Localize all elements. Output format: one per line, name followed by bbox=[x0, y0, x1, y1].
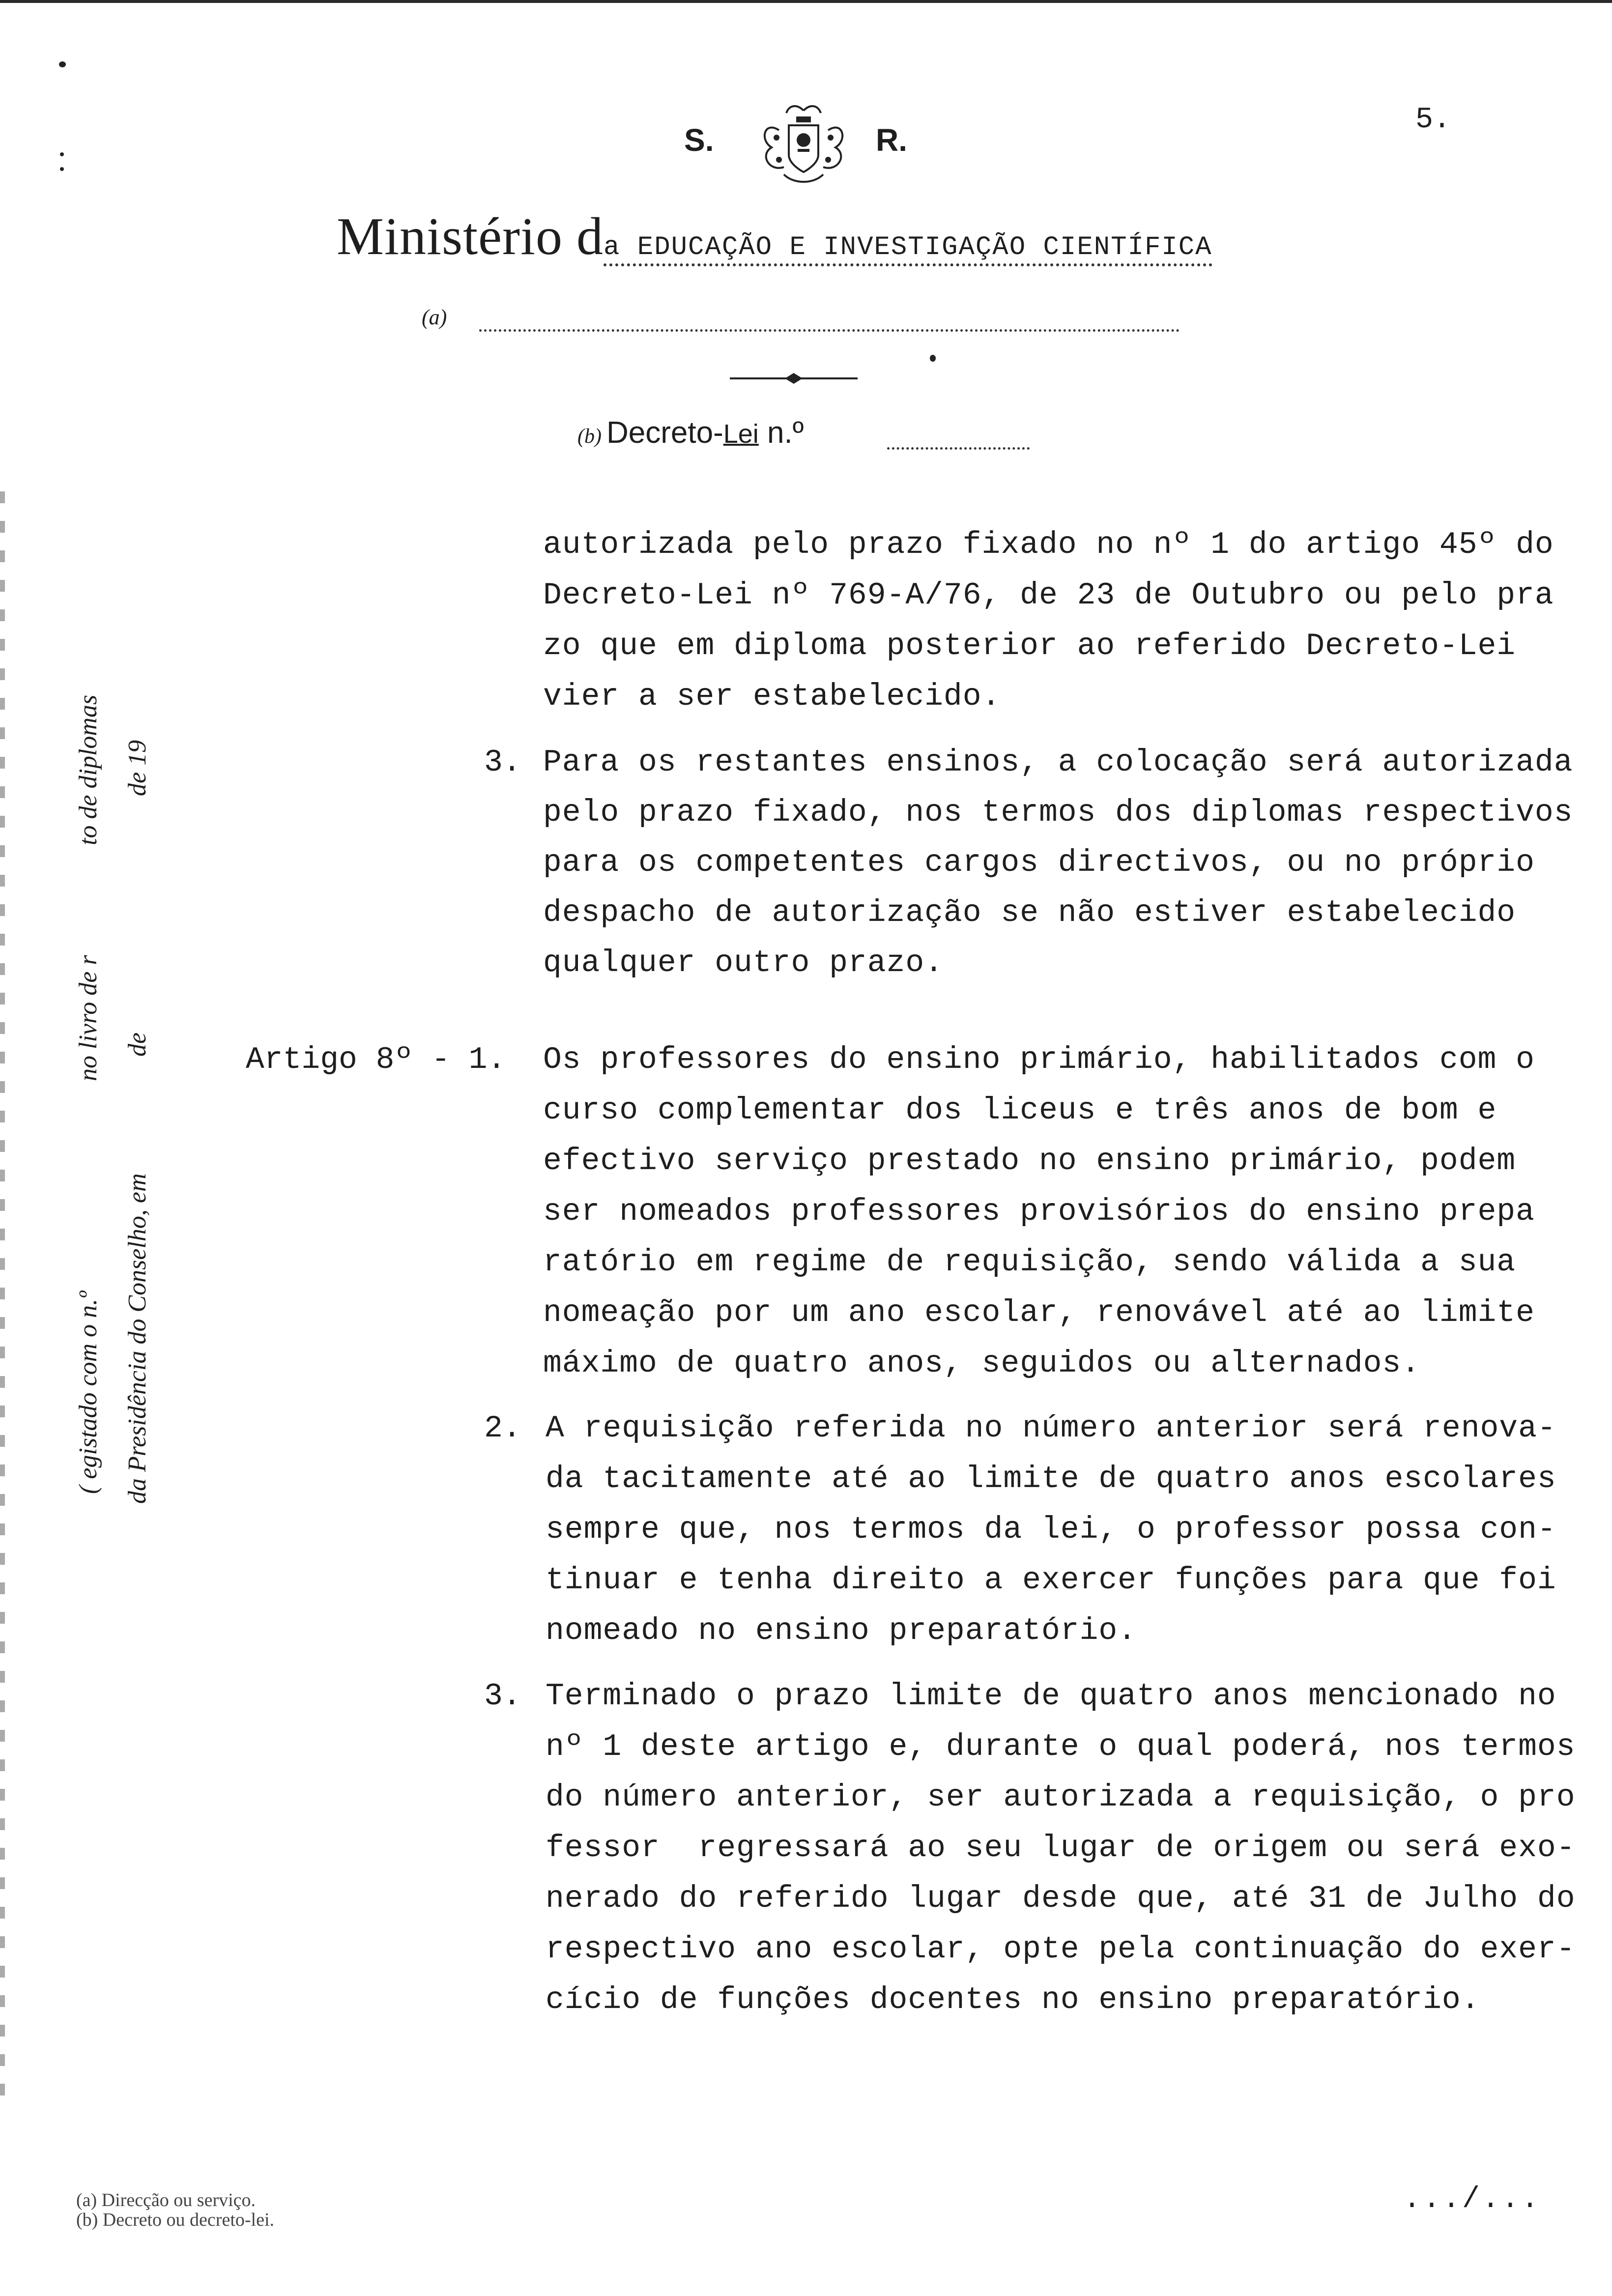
body-text-line: sempre que, nos termos da lei, o professor possa con- bbox=[546, 1512, 1556, 1547]
page-number: 5. bbox=[1415, 103, 1451, 137]
service-dotted-line bbox=[479, 329, 1180, 332]
decree-heading bbox=[577, 415, 804, 450]
body-text-line: zo que em diploma posterior ao referido Decreto-Lei bbox=[543, 629, 1516, 663]
item-number: 3. bbox=[484, 745, 521, 780]
body-text-line: cício de funções docentes no ensino preparatório. bbox=[546, 1982, 1480, 2017]
service-marker: (a) bbox=[422, 305, 447, 329]
decree-marker: (b) bbox=[577, 425, 602, 448]
footnote-b: (b) Decreto ou decreto-lei. bbox=[76, 2210, 275, 2230]
body-text-line: qualquer outro prazo. bbox=[543, 946, 944, 980]
coat-of-arms-icon bbox=[749, 101, 858, 189]
item-number: 2. bbox=[484, 1411, 521, 1446]
body-text-line: respectivo ano escolar, opte pela continuação do exer- bbox=[546, 1932, 1576, 1967]
body-text-line: nomeado no ensino preparatório. bbox=[546, 1613, 1137, 1648]
body-text-line: para os competentes cargos directivos, ou no próprio bbox=[543, 845, 1535, 880]
body-text-line: ratório em regime de requisição, sendo válida a sua bbox=[543, 1245, 1516, 1280]
margin-register-line-1a: ( egistado com o n.º bbox=[74, 1291, 102, 1494]
margin-register-stamp bbox=[0, 0, 177, 1523]
seal-letter-s: S. bbox=[684, 122, 714, 158]
body-text-line: despacho de autorização se não estiver estabelecido bbox=[543, 895, 1516, 930]
ink-speck bbox=[930, 355, 936, 362]
body-text-line: autorizada pelo prazo fixado no nº 1 do artigo 45º do bbox=[543, 527, 1554, 562]
body-text-line: nº 1 deste artigo e, durante o qual poderá, nos termos bbox=[546, 1729, 1576, 1764]
top-border-line bbox=[0, 0, 1612, 3]
decree-label: Decreto- bbox=[606, 416, 723, 450]
decree-number-label: n.º bbox=[758, 416, 804, 450]
margin-register-line-1c: to de diplomas bbox=[74, 694, 102, 845]
decree-dotted-line bbox=[887, 447, 1030, 450]
margin-register-line-1b: no livro de r bbox=[74, 955, 102, 1081]
body-text-line: curso complementar dos liceus e três anos de bom e bbox=[543, 1093, 1497, 1128]
margin-register-line-2c: de 19 bbox=[123, 740, 151, 796]
body-text-line: efectivo serviço prestado no ensino primário, podem bbox=[543, 1144, 1516, 1178]
margin-register-line-2a: da Presidência do Conselho, em bbox=[123, 1173, 151, 1504]
margin-register-line-2b: de bbox=[123, 1032, 151, 1057]
body-text-line: A requisição referida no número anterior será renova- bbox=[546, 1411, 1556, 1446]
body-text-line: da tacitamente até ao limite de quatro anos escolares bbox=[546, 1462, 1556, 1496]
body-text-line: ser nomeados professores provisórios do ensino prepa bbox=[543, 1194, 1535, 1229]
ink-speck bbox=[60, 152, 64, 156]
footnote-a: (a) Direcção ou serviço. bbox=[76, 2190, 256, 2210]
ink-speck bbox=[59, 61, 66, 67]
body-text-line: Os professores do ensino primário, habilitados com o bbox=[543, 1042, 1535, 1077]
body-text-line: do número anterior, ser autorizada a requisição, o pro bbox=[546, 1780, 1576, 1815]
body-text-line: nerado do referido lugar desde que, até 31 de Julho do bbox=[546, 1881, 1576, 1916]
body-text-line: máximo de quatro anos, seguidos ou alternados. bbox=[543, 1346, 1421, 1381]
body-text-line: fessor regressará ao seu lugar de origem ou será exo- bbox=[546, 1831, 1576, 1866]
item-number: 3. bbox=[484, 1679, 521, 1714]
ornamental-divider bbox=[730, 371, 858, 386]
body-text-line: vier a ser estabelecido. bbox=[543, 679, 1001, 714]
continuation-mark: .../... bbox=[1403, 2183, 1541, 2216]
ministry-heading bbox=[337, 206, 1212, 267]
article-label: Artigo 8º - 1. bbox=[246, 1042, 506, 1077]
ministry-prefix: Ministério d bbox=[337, 207, 604, 266]
body-text-line: Para os restantes ensinos, a colocação será autorizada bbox=[543, 745, 1573, 780]
body-text-line: Decreto-Lei nº 769-A/76, de 23 de Outubro ou pelo pra bbox=[543, 578, 1554, 613]
body-text-line: nomeação por um ano escolar, renovável até ao limite bbox=[543, 1295, 1535, 1330]
decree-lei: Lei bbox=[723, 419, 759, 449]
ministry-name: a EDUCAÇÃO E INVESTIGAÇÃO CIENTÍFICA bbox=[604, 232, 1212, 266]
body-text-line: tinuar e tenha direito a exercer funções para que foi bbox=[546, 1563, 1556, 1598]
body-text-line: Terminado o prazo limite de quatro anos mencionado no bbox=[546, 1679, 1556, 1714]
body-text-line: pelo prazo fixado, nos termos dos diplomas respectivos bbox=[543, 795, 1573, 830]
seal-letter-r: R. bbox=[876, 122, 907, 158]
ink-speck bbox=[60, 167, 64, 171]
